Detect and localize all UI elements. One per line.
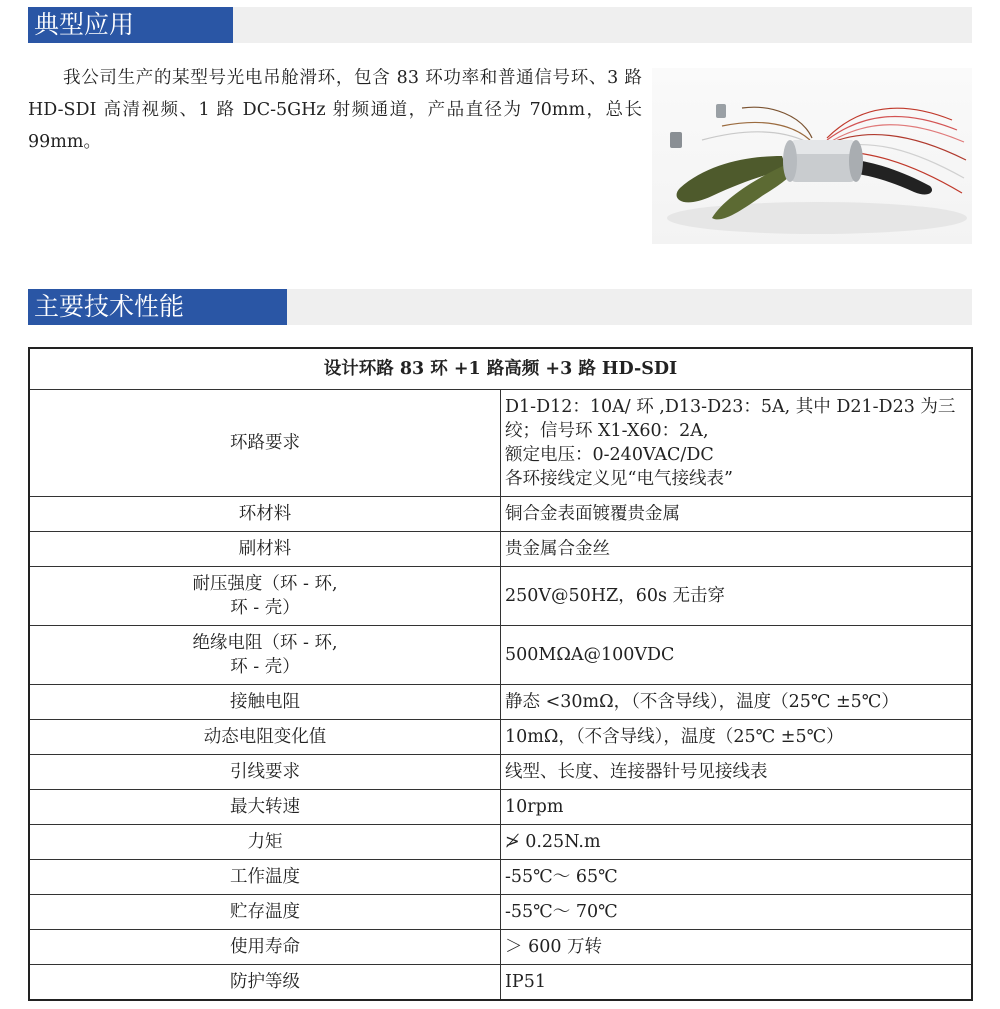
table-row xyxy=(29,720,972,755)
table-row xyxy=(29,790,972,825)
row-label: 工作温度 xyxy=(29,860,501,895)
table-row xyxy=(29,497,972,532)
row-value: 10mΩ，（不含导线），温度（25℃ ±5℃） xyxy=(501,720,973,755)
row-value-line: 额定电压：0-240VAC/DC xyxy=(505,445,714,465)
table-row xyxy=(29,390,972,497)
row-value: 贵金属合金丝 xyxy=(501,532,973,567)
product-photo xyxy=(652,68,972,244)
row-label-line: 绝缘电阻（环 - 环, xyxy=(192,633,338,653)
row-label-line: 环 - 壳） xyxy=(230,598,300,618)
row-value: 250V@50HZ，60s 无击穿 xyxy=(501,567,973,626)
table-title-row xyxy=(29,348,972,390)
row-value: IP51 xyxy=(501,965,973,1001)
row-label: 力矩 xyxy=(29,825,501,860)
row-value-line: D1-D12：10A/ 环 ,D13-D23：5A, 其中 D21-D23 为三绞；信号环 X1-X60：2A, xyxy=(505,397,956,441)
row-label: 接触电阻 xyxy=(29,685,501,720)
row-value: -55℃～ 65℃ xyxy=(501,860,973,895)
row-label-line: 环 - 壳） xyxy=(230,657,300,677)
row-value: 铜合金表面镀覆贵金属 xyxy=(501,497,973,532)
table-row xyxy=(29,626,972,685)
table-title: 设计环路 83 环 +1 路高频 +3 路 HD-SDI xyxy=(29,348,972,390)
row-label: 环材料 xyxy=(29,497,501,532)
spec-table xyxy=(28,347,973,1001)
row-value: ≯ 0.25N.m xyxy=(501,825,973,860)
section-title-application: 典型应用 xyxy=(28,7,233,43)
row-label: 环路要求 xyxy=(29,390,501,497)
row-label: 贮存温度 xyxy=(29,895,501,930)
section-header-performance xyxy=(28,289,972,325)
row-label xyxy=(29,567,501,626)
table-row xyxy=(29,825,972,860)
table-row xyxy=(29,930,972,965)
row-value xyxy=(501,390,973,497)
slip-ring-illustration xyxy=(652,68,972,244)
row-label: 引线要求 xyxy=(29,755,501,790)
table-row xyxy=(29,532,972,567)
row-value: 线型、长度、连接器针号见接线表 xyxy=(501,755,973,790)
row-value-line: 各环接线定义见“电气接线表” xyxy=(505,469,733,489)
table-row xyxy=(29,567,972,626)
table-row xyxy=(29,685,972,720)
table-row xyxy=(29,895,972,930)
row-value: 静态 <30mΩ，（不含导线），温度（25℃ ±5℃） xyxy=(501,685,973,720)
table-row xyxy=(29,860,972,895)
intro-paragraph: 我公司生产的某型号光电吊舱滑环，包含 83 环功率和普通信号环、3 路 HD-SDI 高清视频、1 路 DC-5GHz 射频通道，产品直径为 70mm，总长 99mm。 xyxy=(28,68,642,152)
table-row xyxy=(29,755,972,790)
row-label: 动态电阻变化值 xyxy=(29,720,501,755)
row-label: 刷材料 xyxy=(29,532,501,567)
row-label-line: 耐压强度（环 - 环, xyxy=(192,574,338,594)
section-title-performance: 主要技术性能 xyxy=(28,289,287,325)
row-value: 500MΩA@100VDC xyxy=(501,626,973,685)
table-row xyxy=(29,965,972,1001)
row-label: 最大转速 xyxy=(29,790,501,825)
row-value: -55℃～ 70℃ xyxy=(501,895,973,930)
section-header-application xyxy=(28,7,972,43)
row-value: ＞ 600 万转 xyxy=(501,930,973,965)
row-value: 10rpm xyxy=(501,790,973,825)
row-label: 防护等级 xyxy=(29,965,501,1001)
row-label: 使用寿命 xyxy=(29,930,501,965)
row-label xyxy=(29,626,501,685)
